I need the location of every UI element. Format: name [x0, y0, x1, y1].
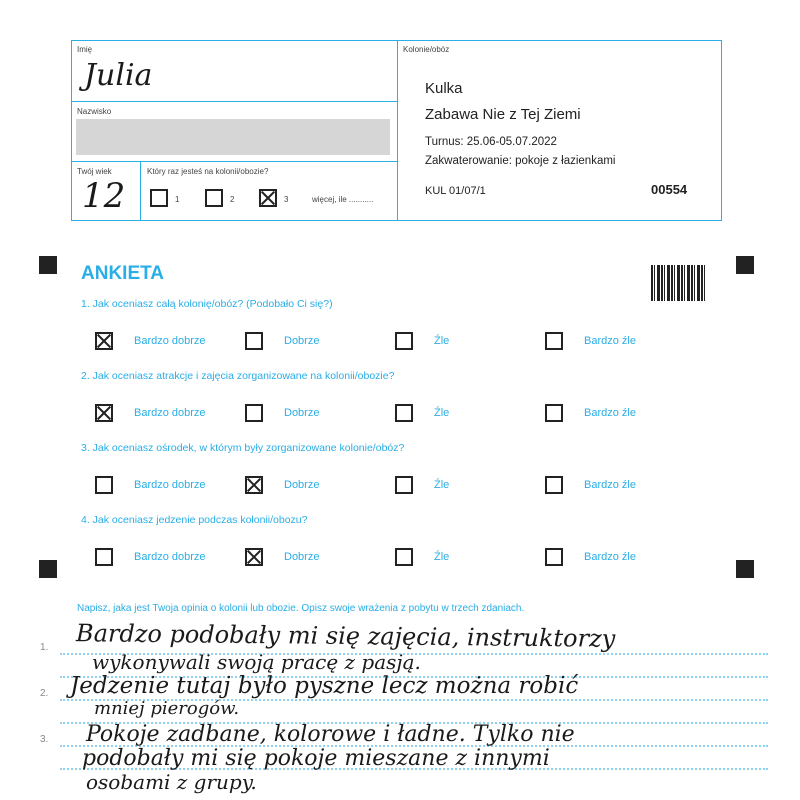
turnus: Turnus: 25.06-05.07.2022 [425, 136, 557, 148]
question-2-option-4-label: Bardzo źle [584, 407, 636, 419]
zakwaterowanie: Zakwaterowanie: pokoje z łazienkami [425, 155, 616, 167]
wiecej-label: więcej, ile ........... [312, 195, 374, 204]
times-label-3: 3 [284, 195, 289, 204]
question-2-option-1-label: Bardzo dobrze [134, 407, 206, 419]
times-label-2: 2 [230, 195, 235, 204]
question-1-option-4-label: Bardzo źle [584, 335, 636, 347]
question-1-option-4-checkbox[interactable] [545, 332, 563, 350]
question-3-option-2-checkbox[interactable] [245, 476, 263, 494]
registration-mark-bottom-right [736, 560, 754, 578]
question-4-option-1-label: Bardzo dobrze [134, 551, 206, 563]
question-2-option-2-checkbox[interactable] [245, 404, 263, 422]
handwritten-line-7[interactable]: osobami z grupy. [86, 770, 257, 794]
kolonie-label: Kolonie/obóz [403, 45, 450, 54]
opinion-prompt: Napisz, jaka jest Twoja opinia o kolonii lub obozie. Opisz swoje wrażenia z pobytu w trzech zdaniach. [77, 603, 525, 614]
camp-name: Kulka [425, 80, 463, 97]
question-3-option-1-checkbox[interactable] [95, 476, 113, 494]
question-2-option-3-checkbox[interactable] [395, 404, 413, 422]
line-number-1: 1. [40, 642, 49, 653]
nazwisko-redacted [76, 119, 390, 155]
question-3-option-3-label: Źle [434, 479, 450, 491]
wiek-label: Twój wiek [77, 167, 112, 176]
registration-mark-top-left [39, 256, 57, 274]
handwritten-line-2[interactable]: wykonywali swoją pracę z pasją. [92, 650, 421, 674]
times-label-1: 1 [175, 195, 180, 204]
handwritten-line-4[interactable]: mniej pierogów. [94, 698, 240, 719]
times-checkbox-3[interactable] [259, 189, 277, 207]
question-4-option-4-label: Bardzo źle [584, 551, 636, 563]
times-checkbox-1[interactable] [150, 189, 168, 207]
camp-code: KUL 01/07/1 [425, 185, 486, 197]
camp-title: Zabawa Nie z Tej Ziemi [425, 106, 581, 123]
question-4-option-2-checkbox[interactable] [245, 548, 263, 566]
question-3-option-2-label: Dobrze [284, 479, 320, 491]
question-2-option-2-label: Dobrze [284, 407, 320, 419]
question-3-option-4-label: Bardzo źle [584, 479, 636, 491]
times-checkbox-2[interactable] [205, 189, 223, 207]
line-number-3: 3. [40, 734, 49, 745]
imie-value[interactable]: Julia [84, 58, 153, 93]
question-4-option-2-label: Dobrze [284, 551, 320, 563]
question-2-option-1-checkbox[interactable] [95, 404, 113, 422]
question-2-option-4-checkbox[interactable] [545, 404, 563, 422]
ktory-raz-label: Który raz jesteś na kolonii/obozie? [147, 167, 269, 176]
form-number: 00554 [651, 182, 688, 197]
imie-label: Imię [77, 45, 93, 54]
divider-wiek [140, 161, 141, 221]
handwritten-line-5[interactable]: Pokoje zadbane, kolorowe i ładne. Tylko nie [86, 722, 575, 747]
question-1-option-1-checkbox[interactable] [95, 332, 113, 350]
divider-imie [71, 101, 398, 102]
wiek-value[interactable]: 12 [82, 176, 126, 216]
nazwisko-label: Nazwisko [77, 107, 112, 116]
question-1-option-2-label: Dobrze [284, 335, 320, 347]
question-3-option-1-label: Bardzo dobrze [134, 479, 206, 491]
registration-mark-bottom-left [39, 560, 57, 578]
question-4-option-4-checkbox[interactable] [545, 548, 563, 566]
question-1-option-3-checkbox[interactable] [395, 332, 413, 350]
question-4-text: 4. Jak oceniasz jedzenie podczas kolonii/obozu? [81, 514, 308, 526]
question-2-option-3-label: Źle [434, 407, 450, 419]
survey-title: ANKIETA [81, 263, 165, 284]
question-2-text: 2. Jak oceniasz atrakcje i zajęcia zorganizowane na kolonii/obozie? [81, 370, 395, 382]
question-3-option-3-checkbox[interactable] [395, 476, 413, 494]
question-1-option-2-checkbox[interactable] [245, 332, 263, 350]
barcode [651, 265, 705, 301]
registration-mark-top-right [736, 256, 754, 274]
handwritten-line-6[interactable]: podobały mi się pokoje mieszane z innymi [82, 746, 550, 771]
question-4-option-3-label: Źle [434, 551, 450, 563]
divider-nazwisko [71, 161, 398, 162]
handwritten-line-1[interactable]: Bardzo podobały mi się zajęcia, instruktorzy [75, 619, 616, 653]
question-3-option-4-checkbox[interactable] [545, 476, 563, 494]
question-4-option-1-checkbox[interactable] [95, 548, 113, 566]
question-1-text: 1. Jak oceniasz całą kolonię/obóz? (Podobało Ci się?) [81, 298, 333, 310]
question-1-option-1-label: Bardzo dobrze [134, 335, 206, 347]
question-4-option-3-checkbox[interactable] [395, 548, 413, 566]
line-number-2: 2. [40, 688, 49, 699]
question-3-text: 3. Jak oceniasz ośrodek, w którym były zorganizowane kolonie/obóz? [81, 442, 405, 454]
handwritten-line-3[interactable]: Jedzenie tutaj było pyszne lecz można robić [70, 673, 579, 699]
question-1-option-3-label: Źle [434, 335, 450, 347]
